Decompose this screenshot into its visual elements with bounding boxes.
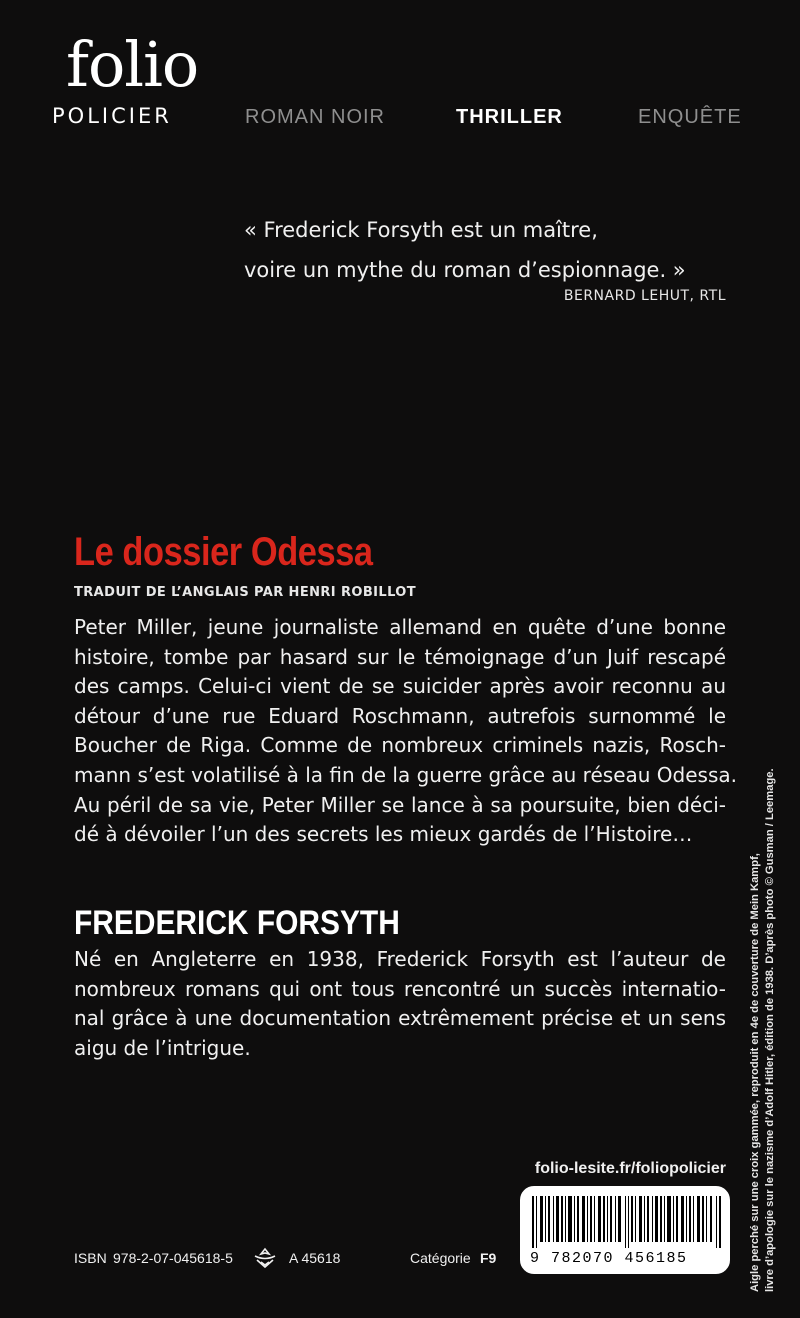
website-link[interactable]: folio-lesite.fr/foliopolicier (534, 1160, 726, 1177)
bio-line: nal grâce à une documentation extrêmement précise et un sens (74, 1006, 726, 1031)
barcode-bars (532, 1196, 722, 1248)
bio-line: Né en Angleterre en 1938, Frederick Forsyth est l’auteur de (74, 947, 726, 971)
folio-logo: folio (66, 28, 199, 101)
collection-name: POLICIER (52, 104, 172, 128)
credit-line: livre d’apologie sur le nazisme d’Adolf Hitler, édition de 1938. D’après photo © Gusman / Leemage. (764, 768, 776, 1292)
genre-enquete: ENQUÊTE (638, 106, 742, 128)
genre-roman-noir: ROMAN NOIR (245, 106, 385, 128)
summary-line: des camps. Celui-ci vient de se suicider après avoir reconnu au (74, 674, 726, 699)
press-quote (244, 210, 714, 290)
summary-line: Au péril de sa vie, Peter Miller se lance à sa poursuite, bien déci- (74, 792, 726, 817)
quote-line: voire un mythe du roman d’espionnage. » (244, 258, 686, 282)
category-label: Catégorie (410, 1250, 471, 1266)
summary-line: Peter Miller, jeune journaliste allemand en quête d’une bonne (74, 615, 726, 639)
isbn-number: 978-2-07-045618-5 (113, 1250, 233, 1266)
author-name: FREDERICK FORSYTH (74, 904, 400, 942)
gallimard-emblem-icon (252, 1247, 278, 1269)
quote-author: BERNARD LEHUT, RTL (563, 288, 726, 304)
book-summary (74, 613, 737, 850)
summary-line: Boucher de Riga. Comme de nombreux criminels nazis, Rosch- (74, 733, 726, 758)
quote-line: « Frederick Forsyth est un maître, (244, 218, 598, 242)
author-bio (74, 945, 726, 1063)
summary-line: dé à dévoiler l’un des secrets les mieux gardés de l’Histoire… (74, 822, 693, 847)
book-title: Le dossier Odessa (74, 530, 373, 574)
cover-photo-credit (748, 732, 778, 1292)
summary-line: histoire, tombe par hasard sur le témoignage d’un Juif rescapé (74, 644, 726, 669)
category-value: F9 (480, 1250, 497, 1266)
summary-line: détour d’une rue Eduard Roschmann, autrefois surnommé le (74, 703, 726, 728)
summary-line: mann s’est volatilisé à la fin de la guerre grâce au réseau Odessa. (74, 762, 737, 787)
genre-thriller: THRILLER (456, 106, 563, 128)
barcode (520, 1186, 730, 1274)
barcode-digits: 9 782070 456185 (530, 1250, 688, 1267)
bio-line: aigu de l’intrigue. (74, 1035, 251, 1060)
credit-line: Aigle perché sur une croix gammée, reproduit en 4e de couverture de Mein Kampf, (749, 853, 761, 1292)
translator-credit: TRADUIT DE L’ANGLAIS PAR HENRI ROBILLOT (74, 585, 417, 600)
catalog-code: A 45618 (289, 1250, 341, 1266)
bio-line: nombreux romans qui ont tous rencontré un succès internatio- (74, 976, 726, 1001)
isbn-label: ISBN (74, 1250, 107, 1266)
